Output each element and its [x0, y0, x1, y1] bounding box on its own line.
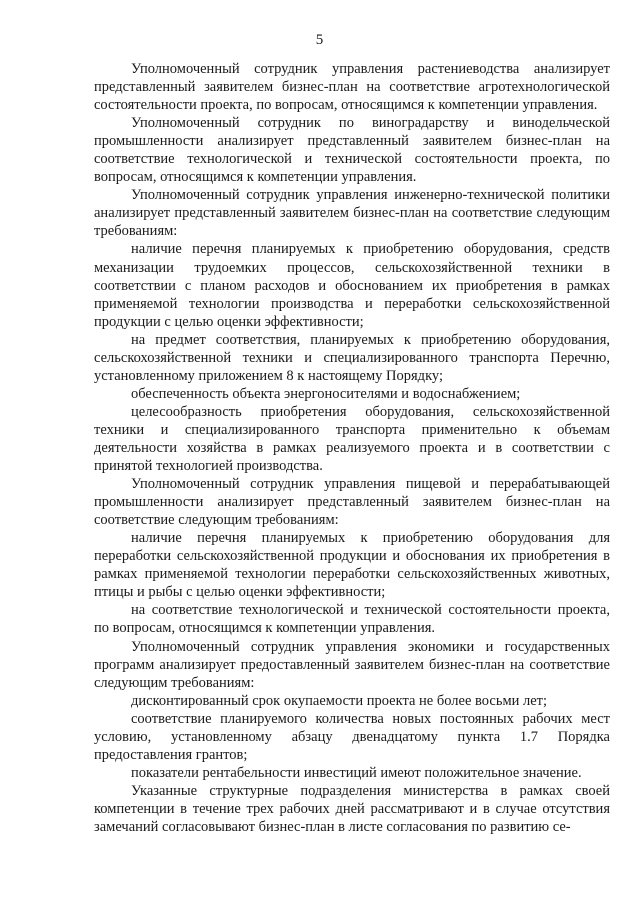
paragraph: Уполномоченный сотрудник управления растениеводства анализирует представленный заявителем бизнес-план на соответствие агротехнологической состоятельности проекта, по вопросам, относящимся к компетенции управления. [94, 61, 610, 114]
paragraph: Указанные структурные подразделения министерства в рамках своей компетенции в течение трех рабочих дней рассматривают и в случае отсутствия замечаний согласовывают бизнес-план в листе согласования по развитию се- [94, 782, 610, 835]
list-item: дисконтированный срок окупаемости проекта не более восьми лет; [131, 692, 548, 709]
document-body [94, 60, 610, 836]
list-item: соответствие планируемого количества новых постоянных рабочих мест условию, установленному абзацу двенадцатому пункта 1.7 Порядка предоставления грантов; [94, 710, 610, 763]
paragraph: Уполномоченный сотрудник по виноградарству и винодельческой промышленности анализирует представленный заявителем бизнес-план на соответствие технологической и технической состоятельности проекта, по вопросам, относящимся к компетенции управления. [94, 115, 610, 186]
paragraph: Уполномоченный сотрудник управления инженерно-технической политики анализирует представленный заявителем бизнес-план на соответствие следующим требованиям: [94, 187, 610, 240]
list-item: целесообразность приобретения оборудования, сельскохозяйственной техники и специализированного транспорта применительно к объемам деятельности хозяйства в рамках реализуемого проекта и в соответствии с принятой технологией производства. [94, 403, 610, 475]
list-item: наличие перечня планируемых к приобретению оборудования для переработки сельскохозяйственной продукции и обоснования их приобретения в рамках применяемой технологии переработки сельскохозяйственных животных, птицы и рыбы с целью оценки эффективности; [94, 530, 610, 601]
paragraph: Уполномоченный сотрудник управления экономики и государственных программ анализирует предоставленный заявителем бизнес-план на соответствие следующим требованиям: [94, 638, 610, 691]
list-item: обеспеченность объекта энергоносителями и водоснабжением; [131, 385, 521, 402]
page-number: 5 [315, 32, 324, 48]
paragraph: Уполномоченный сотрудник управления пищевой и перерабатывающей промышленности анализирует представленный заявителем бизнес-план на соответствие следующим требованиям: [94, 476, 610, 529]
list-item: на соответствие технологической и технической состоятельности проекта, по вопросам, относящимся к компетенции управления. [94, 602, 610, 637]
list-item: показатели рентабельности инвестиций имеют положительное значение. [131, 764, 582, 781]
list-item: наличие перечня планируемых к приобретению оборудования, средств механизации трудоемких процессов, сельскохозяйственной техники в соответствии с планом расходов и обоснованием их приобретения в рамках применяемой технологии производства и переработки сельскохозяйственной продукции с целью оценки эффективности; [94, 241, 610, 330]
list-item: на предмет соответствия, планируемых к приобретению оборудования, сельскохозяйственной техники и специализированного транспорта Перечню, установленному приложением 8 к настоящему Порядку; [94, 331, 610, 384]
